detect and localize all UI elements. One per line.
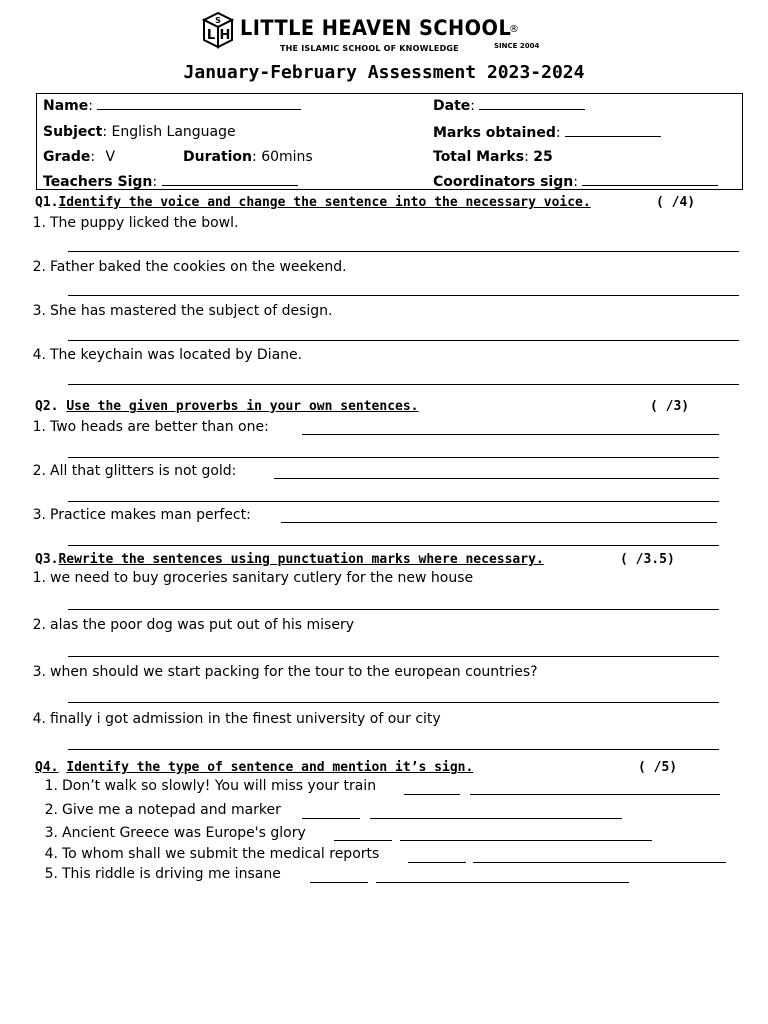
grade-field: Grade: V	[43, 149, 116, 165]
q4-marks: ( /5)	[638, 760, 678, 775]
q3-item-1-number: 1.	[32, 570, 46, 586]
q2-answer-line-2a[interactable]	[274, 478, 719, 479]
q4-item-5-number: 5.	[44, 866, 58, 882]
q4-item-4-number: 4.	[44, 846, 58, 862]
q4-item-4-text: To whom shall we submit the medical reports	[62, 846, 380, 862]
q3-item-4-number: 4.	[32, 711, 46, 727]
total-marks-label: Total Marks	[433, 149, 525, 165]
coordinators-sign-input-line[interactable]	[582, 173, 718, 186]
marks-obtained-input-line[interactable]	[565, 124, 661, 137]
q4-sign-line-1[interactable]	[470, 794, 720, 795]
q4-sign-line-4[interactable]	[473, 862, 726, 863]
q1-instruction: Identify the voice and change the sentence into the necessary voice.	[58, 195, 591, 210]
total-marks-value: 25	[533, 149, 553, 165]
marks-obtained-field: Marks obtained:	[433, 124, 661, 141]
q4-sign-line-5[interactable]	[376, 882, 629, 883]
q4-item-1-text: Don’t walk so slowly! You will miss your train	[62, 778, 377, 794]
name-label: Name	[43, 98, 89, 114]
q1-item-4-number: 4.	[32, 347, 46, 363]
q4-type-line-2[interactable]	[302, 818, 360, 819]
date-field: Date:	[433, 97, 585, 114]
q4-type-line-3[interactable]	[334, 840, 392, 841]
q2-item-2-number: 2.	[32, 463, 46, 479]
name-input-line[interactable]	[97, 97, 301, 110]
marks-obtained-label: Marks obtained	[433, 125, 556, 141]
q3-answer-line-2[interactable]	[68, 656, 719, 657]
duration-label: Duration	[183, 149, 253, 165]
coordinators-sign-label: Coordinators sign	[433, 174, 574, 190]
date-label: Date	[433, 98, 471, 114]
registered-mark: ®	[509, 24, 519, 35]
subject-value: English Language	[111, 124, 236, 140]
q1-answer-line-2[interactable]	[68, 295, 739, 296]
school-name: LITTLE HEAVEN SCHOOL	[240, 16, 512, 40]
logo-letter-h: H	[219, 28, 231, 43]
q2-answer-line-3b[interactable]	[68, 545, 719, 546]
q1-item-1-text: The puppy licked the bowl.	[50, 215, 239, 231]
q1-number: Q1.	[35, 195, 59, 210]
q3-instruction: Rewrite the sentences using punctuation marks where necessary.	[58, 552, 544, 567]
q2-item-2-text: All that glitters is not gold:	[50, 463, 237, 479]
name-field: Name:	[43, 97, 301, 114]
q1-marks: ( /4)	[656, 195, 696, 210]
q3-item-2-number: 2.	[32, 617, 46, 633]
q1-item-4-text: The keychain was located by Diane.	[50, 347, 303, 363]
q4-type-line-5[interactable]	[310, 882, 368, 883]
logo-letter-l: L	[206, 28, 216, 43]
q1-answer-line-4[interactable]	[68, 384, 739, 385]
q4-item-2-number: 2.	[44, 802, 58, 818]
q1-item-3-number: 3.	[32, 303, 46, 319]
q4-heading	[35, 760, 473, 775]
q1-item-2-number: 2.	[32, 259, 46, 275]
teachers-sign-label: Teachers Sign	[43, 174, 153, 190]
q2-answer-line-1b[interactable]	[68, 457, 719, 458]
q4-sign-line-3[interactable]	[400, 840, 652, 841]
q2-number: Q2.	[35, 399, 59, 414]
q2-heading	[35, 399, 419, 414]
q3-heading	[35, 552, 544, 567]
q2-answer-line-2b[interactable]	[68, 501, 719, 502]
q3-answer-line-3[interactable]	[68, 702, 719, 703]
q2-answer-line-1a[interactable]	[302, 434, 719, 435]
school-tagline: THE ISLAMIC SCHOOL OF KNOWLEDGE	[280, 44, 459, 53]
q3-item-2-text: alas the poor dog was put out of his misery	[50, 617, 355, 633]
q4-item-5-text: This riddle is driving me insane	[62, 866, 281, 882]
q3-item-3-text: when should we start packing for the tour to the european countries?	[50, 664, 538, 680]
logo-letter-s: S	[215, 16, 221, 25]
q1-answer-line-3[interactable]	[68, 340, 739, 341]
q2-instruction: Use the given proverbs in your own sentences.	[66, 399, 419, 414]
q1-item-1-number: 1.	[32, 215, 46, 231]
q4-item-3-text: Ancient Greece was Europe's glory	[62, 825, 306, 841]
q1-heading	[35, 195, 591, 210]
q4-type-line-1[interactable]	[404, 794, 460, 795]
q2-answer-line-3a[interactable]	[281, 522, 717, 523]
q1-answer-line-1[interactable]	[68, 251, 739, 252]
duration-value: 60mins	[261, 149, 313, 165]
q4-type-line-4[interactable]	[408, 862, 466, 863]
teachers-sign-field: Teachers Sign:	[43, 173, 298, 190]
school-logo-cube-icon	[198, 10, 238, 50]
q3-answer-line-4[interactable]	[68, 749, 719, 750]
page-title: January-February Assessment 2023-2024	[183, 62, 585, 83]
q3-item-1-text: we need to buy groceries sanitary cutlery for the new house	[50, 570, 474, 586]
q1-item-3-text: She has mastered the subject of design.	[50, 303, 333, 319]
q1-item-2-text: Father baked the cookies on the weekend.	[50, 259, 347, 275]
q3-number: Q3.	[35, 552, 59, 567]
q3-answer-line-1[interactable]	[68, 609, 719, 610]
q3-marks: ( /3.5)	[620, 552, 675, 567]
subject-label: Subject	[43, 124, 103, 140]
q4-item-3-number: 3.	[44, 825, 58, 841]
q2-item-3-number: 3.	[32, 507, 46, 523]
teachers-sign-input-line[interactable]	[162, 173, 298, 186]
duration-field: Duration: 60mins	[183, 149, 313, 165]
date-input-line[interactable]	[479, 97, 585, 110]
grade-label: Grade	[43, 149, 91, 165]
q2-item-1-number: 1.	[32, 419, 46, 435]
q2-marks: ( /3)	[650, 399, 690, 414]
q2-item-3-text: Practice makes man perfect:	[50, 507, 251, 523]
q4-number: Q4.	[35, 760, 59, 775]
total-marks-field: Total Marks: 25	[433, 149, 553, 165]
school-since: SINCE 2004	[494, 42, 540, 50]
q3-item-3-number: 3.	[32, 664, 46, 680]
q2-item-1-text: Two heads are better than one:	[50, 419, 269, 435]
grade-value: V	[105, 149, 116, 165]
q3-item-4-text: finally i got admission in the finest university of our city	[50, 711, 441, 727]
coordinators-sign-field: Coordinators sign:	[433, 173, 718, 190]
subject-field: Subject: English Language	[43, 124, 236, 140]
q4-sign-line-2[interactable]	[370, 818, 622, 819]
q4-item-2-text: Give me a notepad and marker	[62, 802, 281, 818]
q4-instruction: Identify the type of sentence and mention it’s sign.	[66, 760, 474, 775]
q4-item-1-number: 1.	[44, 778, 58, 794]
